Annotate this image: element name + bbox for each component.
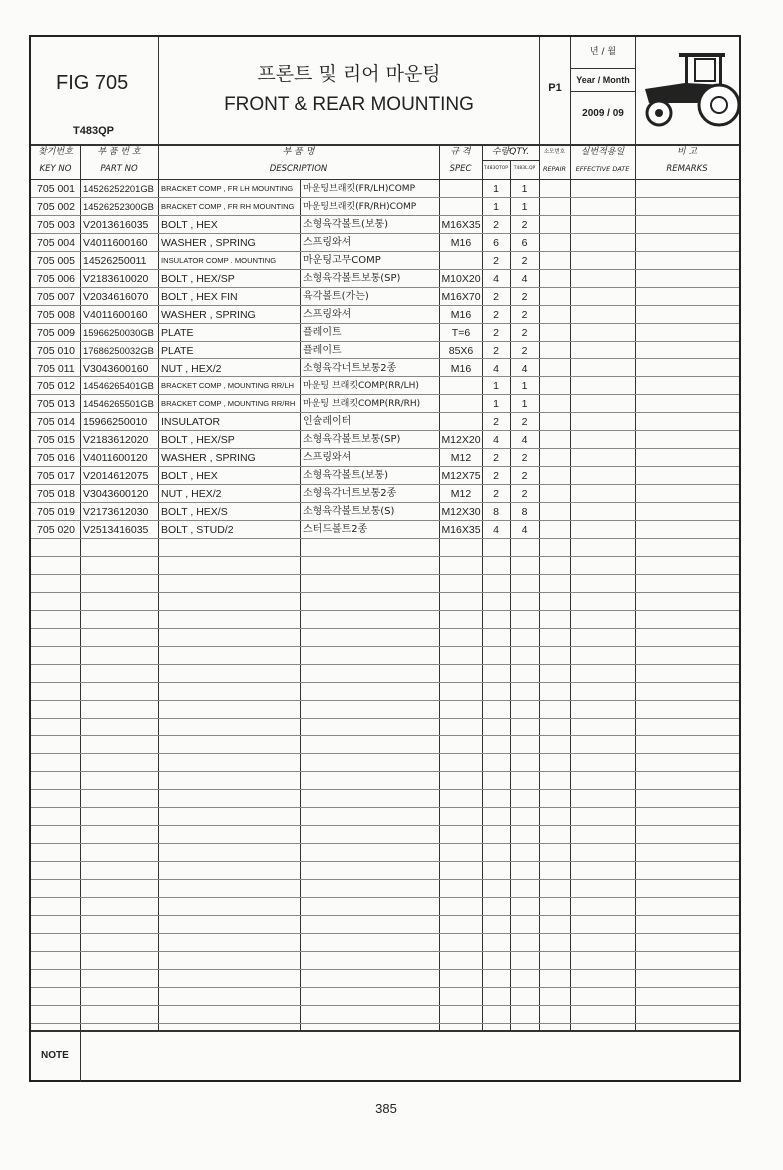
- row-rule: [31, 933, 739, 934]
- row-rule: [31, 646, 739, 647]
- qty-1-cell: 1: [493, 398, 499, 410]
- table-row: [31, 360, 739, 378]
- key-no-cell: 705 008: [37, 309, 75, 321]
- date-label-english: Year / Month: [576, 75, 630, 85]
- description-en-cell: INSULATOR COMP . MOUNTING: [161, 256, 277, 265]
- qty-1-cell: 4: [493, 273, 499, 285]
- key-no-cell: 705 014: [37, 416, 75, 428]
- fig-number: FIG 705: [56, 72, 129, 94]
- qty-2-cell: 2: [521, 345, 528, 357]
- description-ko-cell: 스프링와셔: [303, 237, 352, 248]
- key-no-cell: 705 013: [37, 398, 75, 410]
- row-rule: [31, 789, 739, 790]
- row-rule: [31, 753, 739, 754]
- table-row: [31, 431, 739, 449]
- description-en-cell: PLATE: [161, 327, 194, 339]
- col-qty-ko: 수량QTY.: [491, 147, 530, 157]
- description-en-cell: BOLT , HEX/SP: [161, 273, 235, 285]
- note-label: NOTE: [41, 1050, 69, 1061]
- qty-2-cell: 4: [521, 363, 528, 375]
- table-row: [31, 413, 739, 431]
- table-row: [31, 467, 739, 485]
- key-no-cell: 705 018: [37, 488, 75, 500]
- spec-cell: [440, 252, 482, 270]
- row-rule: [31, 987, 739, 988]
- tractor-icon: [637, 43, 739, 139]
- description-ko-cell: 인슐레이터: [303, 416, 352, 427]
- table-row: [31, 270, 739, 288]
- part-no-cell: V3043600160: [83, 363, 149, 375]
- qty-1-cell: 4: [493, 524, 499, 536]
- key-no-cell: 705 016: [37, 452, 75, 464]
- col-repair-ko: 소모번호: [543, 149, 566, 155]
- qty-2-cell: 6: [521, 237, 528, 249]
- qty-2-cell: 1: [521, 380, 528, 392]
- row-rule: [31, 592, 739, 593]
- qty-1-cell: 4: [493, 434, 499, 446]
- description-en-cell: BOLT , HEX/SP: [161, 434, 235, 446]
- row-rule: [31, 682, 739, 683]
- description-ko-cell: 마운팅브래킷(FR/RH)COMP: [303, 202, 417, 212]
- spec-cell: M16X70: [441, 291, 481, 303]
- qty-2-cell: 2: [521, 488, 528, 500]
- spec-cell: [440, 377, 482, 395]
- spec-cell: M12X20: [441, 434, 481, 446]
- qty-2-cell: 8: [521, 506, 528, 518]
- spec-cell: M16: [450, 363, 472, 375]
- part-no-cell: V2014612075: [83, 470, 149, 482]
- qty-2-cell: 2: [521, 291, 528, 303]
- page-number: 385: [375, 1101, 397, 1116]
- qty-1-cell: 6: [493, 237, 499, 249]
- qty-1-cell: 2: [493, 309, 499, 321]
- col-key-en: KEY NO: [39, 164, 72, 174]
- row-rule: [31, 861, 739, 862]
- table-row: [31, 198, 739, 216]
- col-repair-en: REPAIR: [542, 165, 567, 173]
- key-no-cell: 705 005: [37, 255, 75, 267]
- spec-cell: T=6: [451, 327, 471, 339]
- col-rem-en: REMARKS: [666, 164, 708, 174]
- spec-cell: [440, 198, 482, 216]
- description-ko-cell: 소형육각너트보통2종: [303, 488, 397, 499]
- description-en-cell: BRACKET COMP , MOUNTING RR/LH: [161, 381, 295, 390]
- key-no-cell: 705 010: [37, 345, 75, 357]
- description-ko-cell: 플레이트: [303, 345, 342, 356]
- row-rule: [31, 664, 739, 665]
- qty-2-cell: 4: [521, 524, 528, 536]
- part-no-cell: 15966250030GB: [83, 327, 154, 338]
- row-rule: [31, 1023, 739, 1024]
- row-rule: [31, 951, 739, 952]
- description-en-cell: BRACKET COMP , MOUNTING RR/RH: [161, 399, 296, 408]
- col-qty-sub2: T483L.QP: [513, 166, 536, 171]
- row-rule: [31, 700, 739, 701]
- date-label-korean: 년 / 월: [589, 47, 617, 57]
- part-no-cell: V2034616070: [83, 291, 149, 303]
- part-no-cell: V4011600160: [83, 237, 148, 249]
- title-english: FRONT & REAR MOUNTING: [224, 94, 474, 115]
- description-ko-cell: 플레이트: [303, 327, 342, 338]
- description-ko-cell: 소형육각볼트보통(S): [303, 506, 395, 517]
- key-no-cell: 705 006: [37, 273, 75, 285]
- spec-cell: [440, 413, 482, 431]
- title-korean: 프론트 및 리어 마운팅: [257, 63, 441, 85]
- row-rule: [31, 628, 739, 629]
- table-row: [31, 521, 739, 539]
- key-no-cell: 705 009: [37, 327, 75, 339]
- spec-cell: [440, 395, 482, 413]
- part-no-cell: 17686250032GB: [83, 345, 154, 356]
- spec-cell: M16X35: [441, 219, 481, 231]
- col-part-en: PART NO: [100, 164, 138, 174]
- part-no-cell: V2183612020: [83, 434, 149, 446]
- description-ko-cell: 소형육각볼트(보통): [303, 470, 389, 481]
- key-no-cell: 705 017: [37, 470, 75, 482]
- qty-2-cell: 1: [521, 183, 528, 195]
- spec-cell: M16: [450, 237, 472, 249]
- qty-1-cell: 2: [493, 470, 499, 482]
- col-qty-sub1: T483QTOP: [484, 166, 508, 171]
- description-en-cell: BOLT , HEX FIN: [161, 291, 238, 303]
- qty-2-cell: 2: [521, 327, 528, 339]
- part-no-cell: 15966250010: [83, 416, 148, 428]
- description-ko-cell: 스터드볼트2종: [303, 524, 368, 535]
- qty-1-cell: 1: [493, 201, 499, 213]
- qty-1-cell: 2: [493, 416, 499, 428]
- row-rule: [31, 735, 739, 736]
- part-no-cell: V2183610020: [83, 273, 149, 285]
- qty-2-cell: 1: [521, 398, 528, 410]
- table-row: [31, 503, 739, 521]
- part-no-cell: 14526252201GB: [83, 183, 154, 194]
- description-ko-cell: 마운팅 브래킷COMP(RR/RH): [303, 399, 421, 409]
- row-rule: [31, 1005, 739, 1006]
- qty-2-cell: 2: [521, 219, 528, 231]
- col-rem-ko: 비 고: [676, 147, 698, 157]
- row-rule: [31, 825, 739, 826]
- key-no-cell: 705 011: [37, 363, 75, 375]
- table-row: [31, 377, 739, 395]
- qty-2-cell: 2: [521, 309, 528, 321]
- table-row: [31, 180, 739, 198]
- description-ko-cell: 소형육각볼트보통(SP): [303, 273, 401, 284]
- description-ko-cell: 육각볼트(가는): [303, 291, 369, 302]
- qty-1-cell: 1: [493, 183, 499, 195]
- row-rule: [31, 718, 739, 719]
- description-ko-cell: 소형육각볼트(보통): [303, 219, 389, 230]
- qty-1-cell: 2: [493, 488, 499, 500]
- row-rule: [31, 574, 739, 575]
- spec-cell: M12X75: [441, 470, 481, 482]
- description-en-cell: WASHER , SPRING: [161, 237, 256, 249]
- qty-2-cell: 2: [521, 470, 528, 482]
- description-ko-cell: 소형육각너트보통2종: [303, 363, 397, 374]
- description-en-cell: INSULATOR: [161, 416, 221, 428]
- row-rule: [31, 969, 739, 970]
- qty-1-cell: 2: [493, 291, 499, 303]
- spec-cell: M10X20: [441, 273, 481, 285]
- model-code: T483QP: [73, 125, 114, 137]
- key-no-cell: 705 012: [37, 380, 75, 392]
- description-en-cell: NUT , HEX/2: [161, 363, 222, 375]
- description-ko-cell: 스프링와셔: [303, 309, 352, 320]
- description-en-cell: BOLT , HEX: [161, 219, 218, 231]
- col-spec-en: SPEC: [449, 164, 472, 174]
- part-no-cell: 14546265501GB: [83, 398, 154, 409]
- spec-cell: M12X30: [441, 506, 481, 518]
- description-ko-cell: 스프링와셔: [303, 452, 352, 463]
- key-no-cell: 705 015: [37, 434, 75, 446]
- spec-cell: M12: [450, 488, 472, 500]
- key-no-cell: 705 002: [37, 201, 75, 213]
- page-code: P1: [548, 82, 562, 94]
- table-row: [31, 395, 739, 413]
- spec-cell: M16X35: [441, 524, 481, 536]
- description-en-cell: BOLT , HEX: [161, 470, 218, 482]
- description-en-cell: WASHER , SPRING: [161, 309, 256, 321]
- spec-cell: M12: [450, 452, 472, 464]
- qty-1-cell: 2: [493, 452, 499, 464]
- qty-1-cell: 2: [493, 255, 499, 267]
- key-no-cell: 705 004: [37, 237, 75, 249]
- part-no-cell: 14546265401GB: [83, 380, 154, 391]
- qty-1-cell: 4: [493, 363, 499, 375]
- table-row: [31, 324, 739, 342]
- part-no-cell: V2173612030: [83, 506, 149, 518]
- qty-1-cell: 1: [493, 380, 499, 392]
- part-no-cell: V2013616035: [83, 219, 149, 231]
- description-en-cell: BOLT , STUD/2: [161, 524, 234, 536]
- parts-sheet: [29, 35, 741, 1082]
- qty-1-cell: 2: [493, 327, 499, 339]
- qty-2-cell: 4: [521, 434, 528, 446]
- part-no-cell: V2513416035: [83, 524, 149, 536]
- col-desc-ko: 부 품 명: [282, 147, 315, 157]
- description-en-cell: WASHER , SPRING: [161, 452, 256, 464]
- key-no-cell: 705 007: [37, 291, 75, 303]
- part-no-cell: V4011600120: [83, 452, 148, 464]
- row-rule: [31, 610, 739, 611]
- col-eff-en: EFFECTIVE DATE: [575, 165, 630, 173]
- table-row: [31, 216, 739, 234]
- key-no-cell: 705 020: [37, 524, 75, 536]
- description-ko-cell: 마운팅고무COMP: [303, 255, 381, 266]
- row-rule: [31, 915, 739, 916]
- qty-1-cell: 8: [493, 506, 499, 518]
- description-en-cell: BOLT , HEX/S: [161, 506, 228, 518]
- row-rule: [31, 556, 739, 557]
- qty-2-cell: 2: [521, 255, 528, 267]
- date-value: 2009 / 09: [582, 108, 624, 119]
- qty-1-cell: 2: [493, 345, 499, 357]
- description-en-cell: PLATE: [161, 345, 194, 357]
- part-no-cell: 14526252300GB: [83, 201, 154, 212]
- col-part-ko: 부 품 번 호: [97, 147, 141, 157]
- description-ko-cell: 소형육각볼트보통(SP): [303, 434, 401, 445]
- table-row: [31, 306, 739, 324]
- table-row: [31, 252, 739, 270]
- col-desc-en: DESCRIPTION: [269, 164, 328, 174]
- table-row: [31, 342, 739, 360]
- qty-2-cell: 4: [521, 273, 528, 285]
- qty-2-cell: 2: [521, 416, 528, 428]
- key-no-cell: 705 001: [37, 183, 75, 195]
- row-rule: [31, 843, 739, 844]
- description-en-cell: BRACKET COMP , FR RH MOUNTING: [161, 202, 295, 211]
- col-eff-ko: 실번적용일: [580, 147, 625, 157]
- qty-1-cell: 2: [493, 219, 499, 231]
- row-rule: [31, 771, 739, 772]
- spec-cell: [440, 180, 482, 198]
- row-rule: [31, 897, 739, 898]
- spec-cell: 85X6: [448, 345, 474, 357]
- part-no-cell: V4011600160: [83, 309, 148, 321]
- description-ko-cell: 마운팅브래킷(FR/LH)COMP: [303, 184, 415, 194]
- col-spec-ko: 규 격: [450, 147, 471, 157]
- key-no-cell: 705 003: [37, 219, 75, 231]
- description-en-cell: BRACKET COMP , FR LH MOUNTING: [161, 184, 294, 193]
- table-row: [31, 449, 739, 467]
- part-no-cell: 14526250011: [83, 255, 147, 267]
- col-key-ko: 찾기번호: [38, 147, 73, 157]
- part-no-cell: V3043600120: [83, 488, 149, 500]
- row-rule: [31, 879, 739, 880]
- table-row: [31, 234, 739, 252]
- key-no-cell: 705 019: [37, 506, 75, 518]
- table-row: [31, 485, 739, 503]
- table-row: [31, 288, 739, 306]
- qty-2-cell: 2: [521, 452, 528, 464]
- qty-2-cell: 1: [521, 201, 528, 213]
- row-rule: [31, 807, 739, 808]
- spec-cell: M16: [450, 309, 472, 321]
- description-en-cell: NUT , HEX/2: [161, 488, 222, 500]
- description-ko-cell: 마운팅 브래킷COMP(RR/LH): [303, 381, 419, 391]
